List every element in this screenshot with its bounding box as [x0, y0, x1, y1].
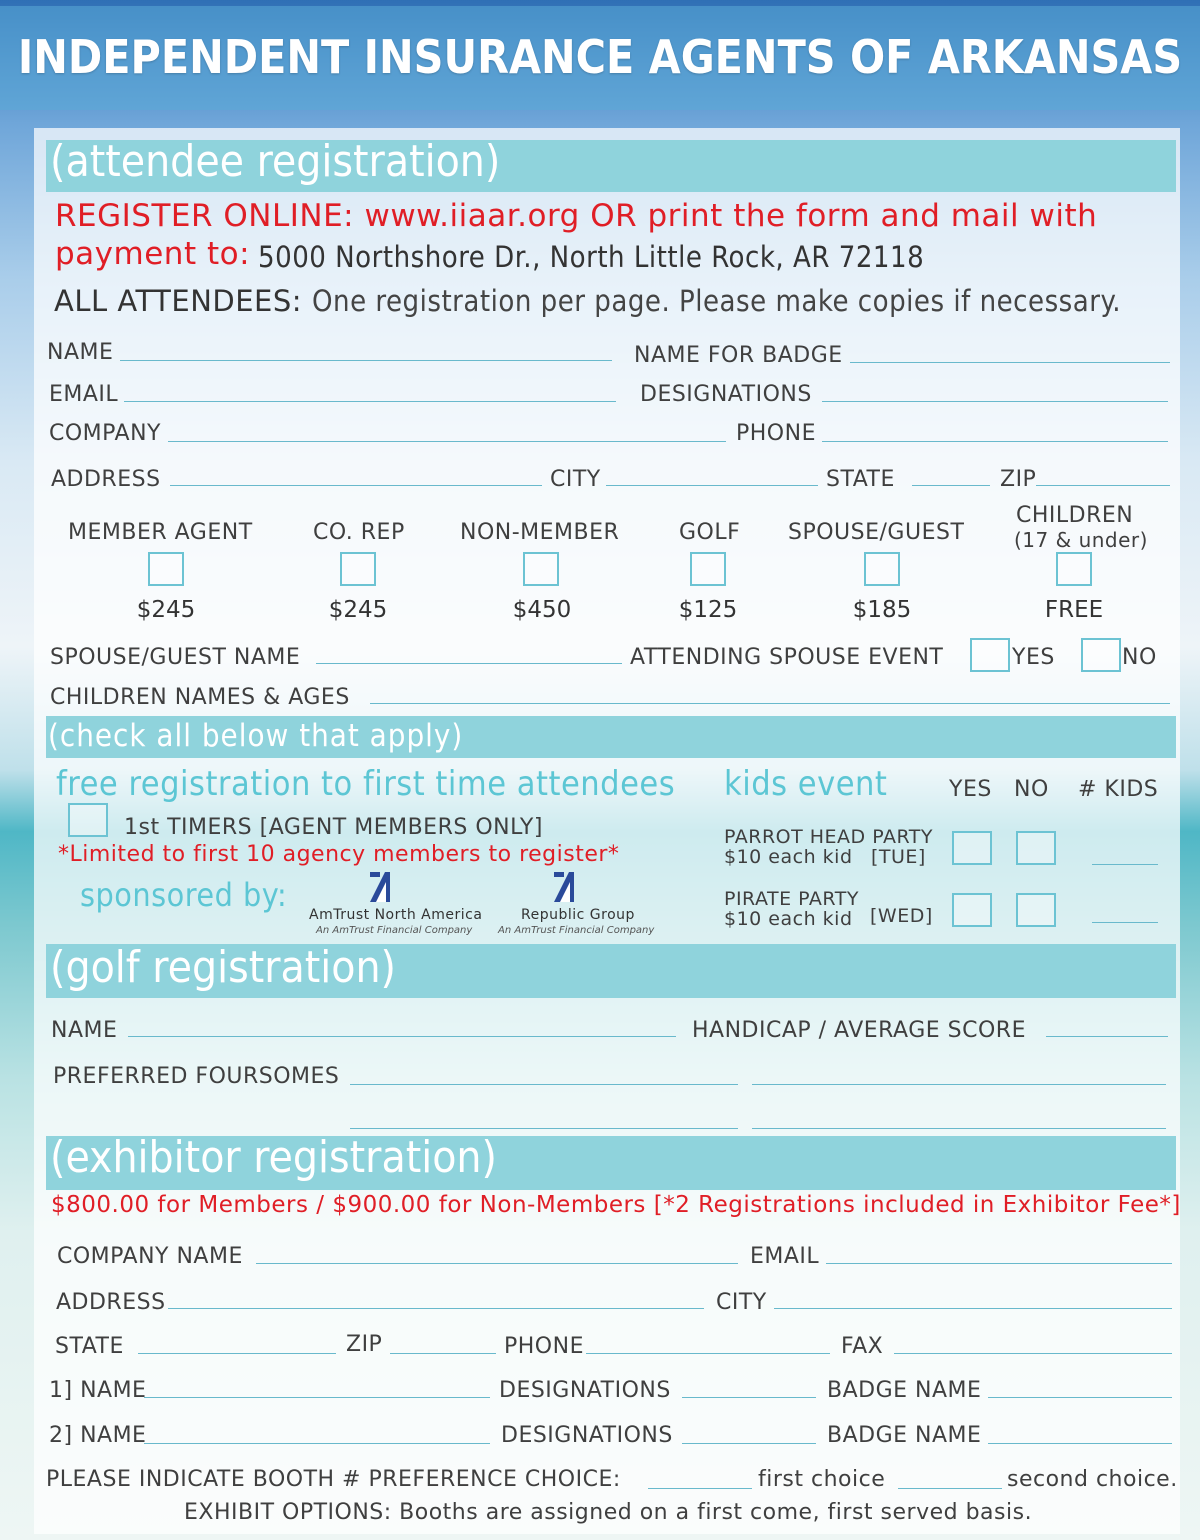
kids-col-no: NO — [1014, 777, 1049, 802]
exhibitor-badge1-field[interactable] — [988, 1397, 1172, 1398]
exhibitor-designations1-label: DESIGNATIONS — [499, 1378, 671, 1403]
designations-field[interactable] — [822, 401, 1168, 402]
kids-event-heading: kids event — [724, 764, 888, 804]
exhibitor-email-label: EMAIL — [750, 1244, 820, 1269]
exhibitor-fax-field[interactable] — [894, 1353, 1172, 1354]
children-names-field[interactable] — [370, 703, 1170, 704]
foursome-field-3[interactable] — [350, 1128, 738, 1129]
state-label: STATE — [826, 467, 895, 492]
exhibitor-designations1-field[interactable] — [682, 1397, 816, 1398]
exhibitor-zip-field[interactable] — [390, 1353, 496, 1354]
non-member-checkbox[interactable] — [523, 552, 559, 586]
designations-label: DESIGNATIONS — [640, 382, 812, 407]
page-title: INDEPENDENT INSURANCE AGENTS OF ARKANSAS — [17, 30, 1183, 84]
address-field[interactable] — [170, 485, 542, 486]
name-for-badge-label: NAME FOR BADGE — [634, 343, 843, 368]
exhibitor-company-label: COMPANY NAME — [57, 1244, 243, 1269]
spouse-event-yes-label: YES — [1012, 645, 1055, 670]
member-agent-checkbox[interactable] — [148, 552, 184, 586]
limited-note: *Limited to first 10 agency members to register* — [58, 842, 620, 867]
exhibit-options-note: EXHIBIT OPTIONS: Booths are assigned on a first come, first served basis. — [184, 1500, 1033, 1525]
sponsor2-name: Republic Group — [521, 907, 635, 923]
second-choice-label: second choice. — [1007, 1467, 1178, 1492]
children-names-label: CHILDREN NAMES & AGES — [50, 685, 350, 710]
city-label: CITY — [550, 467, 601, 492]
children-price: FREE — [1044, 597, 1104, 623]
exhibitor-zip-label: ZIP — [346, 1332, 383, 1357]
state-field[interactable] — [912, 485, 990, 486]
spouse-guest-label: SPOUSE/GUEST — [788, 520, 965, 545]
email-label: EMAIL — [49, 382, 119, 407]
register-online-text: REGISTER ONLINE: www.iiaar.org OR print the form and mail with — [55, 198, 1098, 234]
member-agent-label: MEMBER AGENT — [68, 520, 253, 545]
exhibitor-city-label: CITY — [716, 1290, 767, 1315]
parrot-party-name: PARROT HEAD PARTY — [724, 826, 933, 848]
handicap-label: HANDICAP / AVERAGE SCORE — [692, 1018, 1026, 1043]
exhibitor-phone-label: PHONE — [504, 1334, 584, 1359]
exhibitor-state-label: STATE — [55, 1334, 124, 1359]
exhibitor-city-field[interactable] — [774, 1308, 1172, 1309]
exhibitor-section-title: (exhibitor registration) — [50, 1132, 497, 1183]
pirate-party-name: PIRATE PARTY — [724, 888, 859, 910]
exhibitor-address-field[interactable] — [168, 1308, 704, 1309]
exhibitor-pricing: $800.00 for Members / $900.00 for Non-Members [*2 Registrations included in Exhibitor Fee*] — [51, 1192, 1181, 1218]
pirate-party-kids-field[interactable] — [1092, 922, 1158, 923]
spouse-guest-checkbox[interactable] — [864, 552, 900, 586]
first-choice-label: first choice — [758, 1467, 886, 1492]
spouse-event-yes-checkbox[interactable] — [970, 638, 1010, 672]
exhibitor-name1-label: 1] NAME — [49, 1378, 147, 1403]
spouse-event-no-label: NO — [1122, 645, 1157, 670]
company-label: COMPANY — [49, 421, 161, 446]
republic-group-logo-icon — [552, 870, 586, 904]
exhibitor-badge2-field[interactable] — [988, 1443, 1172, 1444]
golf-price: $125 — [678, 597, 738, 623]
spouse-guest-name-label: SPOUSE/GUEST NAME — [50, 645, 301, 670]
booth-first-choice-field[interactable] — [648, 1488, 752, 1489]
zip-field[interactable] — [1036, 485, 1170, 486]
one-registration-note: One registration per page. Please make copies if necessary. — [312, 284, 1122, 318]
pirate-party-day: [WED] — [870, 905, 933, 927]
handicap-field[interactable] — [1046, 1036, 1168, 1037]
amtrust-logo-icon — [368, 870, 402, 904]
kids-col-yes: YES — [949, 777, 992, 802]
exhibitor-designations2-label: DESIGNATIONS — [501, 1423, 673, 1448]
exhibitor-address-label: ADDRESS — [56, 1290, 166, 1315]
exhibitor-designations2-field[interactable] — [682, 1443, 816, 1444]
co-rep-label: CO. REP — [313, 520, 405, 545]
preferred-foursomes-label: PREFERRED FOURSOMES — [53, 1064, 340, 1089]
exhibitor-company-field[interactable] — [256, 1263, 738, 1264]
exhibitor-name1-field[interactable] — [144, 1397, 490, 1398]
foursome-field-1[interactable] — [350, 1084, 738, 1085]
pirate-party-yes-checkbox[interactable] — [952, 893, 992, 927]
golf-label: GOLF — [679, 520, 741, 545]
name-for-badge-field[interactable] — [850, 362, 1170, 363]
spouse-guest-name-field[interactable] — [316, 663, 622, 664]
first-timers-checkbox[interactable] — [68, 803, 108, 837]
parrot-party-day: [TUE] — [871, 846, 926, 868]
kids-col-count: # KIDS — [1078, 777, 1159, 802]
sponsor1-sub: An AmTrust Financial Company — [316, 925, 473, 936]
parrot-party-kids-field[interactable] — [1092, 864, 1158, 865]
golf-name-label: NAME — [51, 1018, 118, 1043]
co-rep-checkbox[interactable] — [340, 552, 376, 586]
member-agent-price: $245 — [136, 597, 196, 623]
co-rep-price: $245 — [328, 597, 388, 623]
pirate-party-price: $10 each kid — [724, 908, 853, 930]
mailing-address: 5000 Northshore Dr., North Little Rock, AR 72118 — [258, 240, 925, 274]
attending-spouse-event-label: ATTENDING SPOUSE EVENT — [630, 645, 944, 670]
exhibitor-badge2-label: BADGE NAME — [827, 1423, 982, 1448]
first-timers-label: 1st TIMERS [AGENT MEMBERS ONLY] — [124, 815, 543, 840]
exhibitor-email-field[interactable] — [826, 1263, 1172, 1264]
booth-second-choice-field[interactable] — [898, 1488, 1002, 1489]
children-label: CHILDREN — [1016, 503, 1134, 528]
city-field[interactable] — [606, 485, 818, 486]
free-registration-heading: free registration to first time attendees — [56, 764, 676, 804]
exhibitor-state-field[interactable] — [138, 1353, 336, 1354]
pirate-party-no-checkbox[interactable] — [1016, 893, 1056, 927]
children-sublabel: (17 & under) — [1014, 528, 1148, 552]
phone-field[interactable] — [822, 441, 1168, 442]
name-field[interactable] — [120, 360, 612, 361]
address-label: ADDRESS — [51, 467, 161, 492]
parrot-party-yes-checkbox[interactable] — [952, 831, 992, 865]
company-field[interactable] — [168, 441, 726, 442]
exhibitor-name2-label: 2] NAME — [49, 1423, 147, 1448]
golf-name-field[interactable] — [128, 1036, 676, 1037]
children-checkbox[interactable] — [1056, 552, 1092, 586]
non-member-price: $450 — [512, 597, 572, 623]
attendee-section-title: (attendee registration) — [50, 136, 501, 187]
zip-label: ZIP — [1000, 467, 1037, 492]
name-label: NAME — [47, 340, 114, 365]
phone-label: PHONE — [736, 421, 816, 446]
all-attendees-label: ALL ATTENDEES: — [54, 284, 303, 318]
spouse-event-no-checkbox[interactable] — [1081, 638, 1121, 672]
sponsored-by-label: sponsored by: — [80, 876, 288, 914]
payment-to-label: payment to: — [55, 236, 251, 272]
non-member-label: NON-MEMBER — [460, 520, 620, 545]
golf-checkbox[interactable] — [690, 552, 726, 586]
parrot-party-price: $10 each kid — [724, 846, 853, 868]
foursome-field-4[interactable] — [752, 1128, 1166, 1129]
spouse-guest-price: $185 — [852, 597, 912, 623]
check-section-title: (check all below that apply) — [48, 718, 464, 754]
exhibitor-phone-field[interactable] — [586, 1353, 830, 1354]
exhibitor-badge1-label: BADGE NAME — [827, 1378, 982, 1403]
sponsor1-name: AmTrust North America — [309, 907, 483, 923]
foursome-field-2[interactable] — [752, 1084, 1166, 1085]
parrot-party-no-checkbox[interactable] — [1016, 831, 1056, 865]
booth-preference-label: PLEASE INDICATE BOOTH # PREFERENCE CHOICE: — [46, 1467, 621, 1492]
sponsor2-sub: An AmTrust Financial Company — [498, 925, 655, 936]
exhibitor-name2-field[interactable] — [144, 1443, 490, 1444]
golf-section-title: (golf registration) — [50, 942, 397, 993]
email-field[interactable] — [124, 401, 616, 402]
exhibitor-fax-label: FAX — [841, 1334, 884, 1359]
